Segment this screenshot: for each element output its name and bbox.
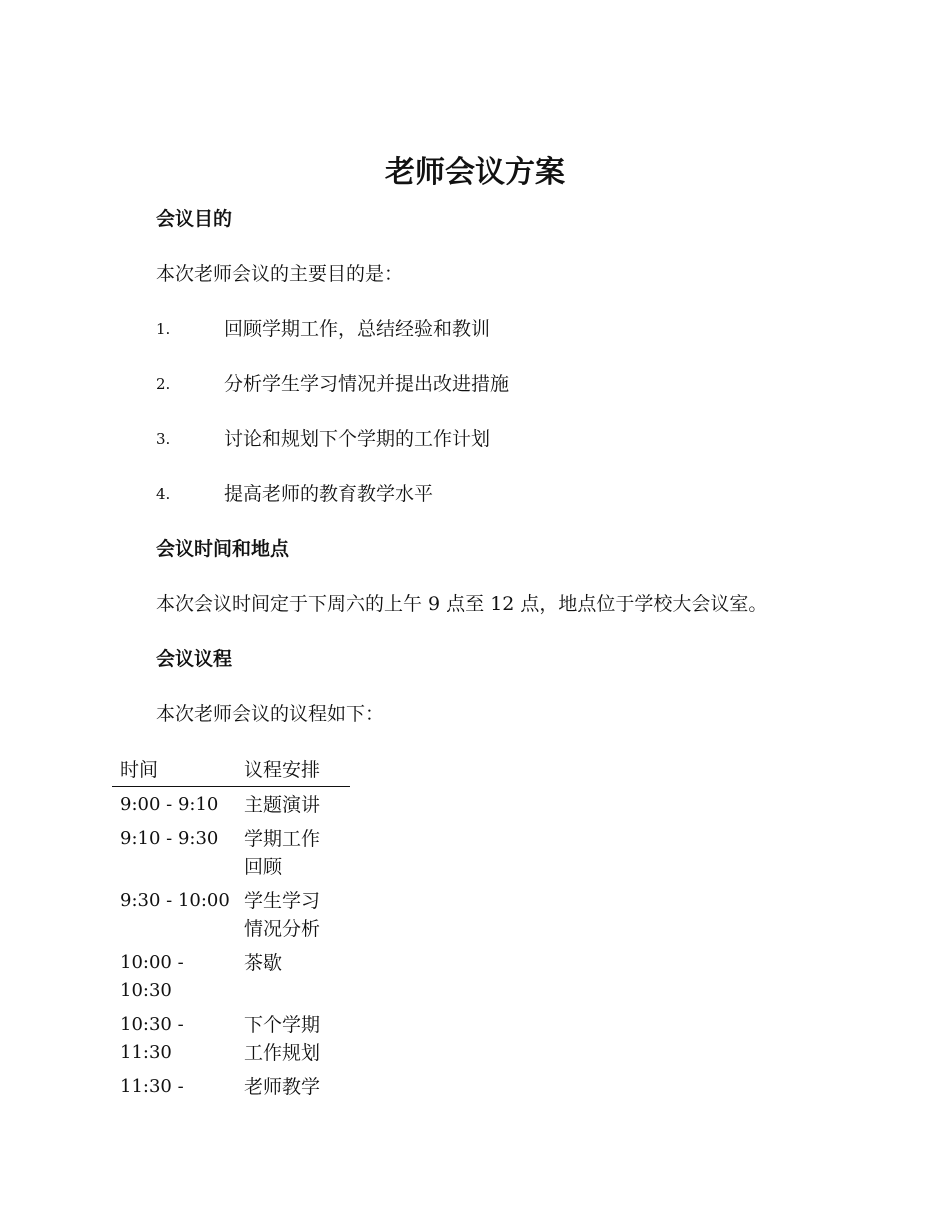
agenda-cell-item: 学生学习 情况分析 [244,890,321,940]
table-row [112,887,350,949]
agenda-header-time: 时间 [120,759,159,781]
table-row [112,1011,350,1073]
list-item-text: 分析学生学习情况并提出改进措施 [224,373,510,395]
table-row [112,949,350,1011]
agenda-cell-item: 茶歇 [244,952,283,974]
section-heading-agenda: 会议议程 [156,648,233,670]
agenda-cell-time: 9:30 - 10:00 [120,890,230,911]
agenda-cell-item: 下个学期 工作规划 [244,1014,321,1064]
list-item-text: 回顾学期工作，总结经验和教训 [224,318,491,340]
agenda-cell-time: 11:30 - [120,1076,184,1097]
list-item-number: 4. [156,485,171,503]
list-item-number: 1. [156,320,171,338]
time-place-text: 本次会议时间定于下周六的上午 9 点至 12 点，地点位于学校大会议室。 [156,593,768,615]
agenda-cell-item: 学期工作 回顾 [244,828,321,878]
agenda-header-item: 议程安排 [244,759,321,781]
purpose-intro: 本次老师会议的主要目的是： [156,263,404,285]
agenda-cell-time: 9:00 - 9:10 [120,794,219,815]
table-row [112,825,350,887]
agenda-cell-time: 10:30 - 11:30 [120,1014,184,1063]
list-item-number: 3. [156,430,171,448]
agenda-table-body [112,787,350,1107]
agenda-cell-time: 10:00 - 10:30 [120,952,184,1001]
agenda-table-header [112,756,350,787]
table-row [112,787,350,825]
agenda-table [112,756,350,1107]
table-row [112,1073,350,1107]
section-heading-purpose: 会议目的 [156,208,233,230]
agenda-intro: 本次老师会议的议程如下： [156,703,385,725]
list-item-text: 提高老师的教育教学水平 [224,483,434,505]
document-title: 老师会议方案 [385,155,565,190]
agenda-cell-time: 9:10 - 9:30 [120,828,219,849]
list-item-number: 2. [156,375,171,393]
agenda-cell-item: 主题演讲 [244,794,321,816]
list-item-text: 讨论和规划下个学期的工作计划 [224,428,491,450]
agenda-cell-item: 老师教学 [244,1076,321,1098]
section-heading-time-place: 会议时间和地点 [156,538,290,560]
